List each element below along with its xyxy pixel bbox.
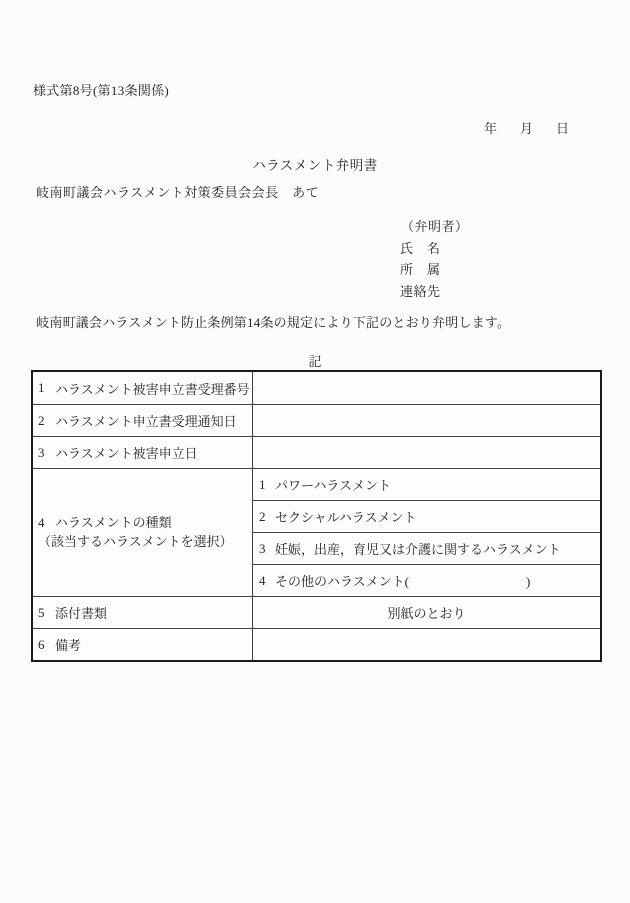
date-month-label: 月 <box>520 121 534 136</box>
declarant-affiliation-label: 所 属 <box>400 262 441 278</box>
document-title: ハラスメント弁明書 <box>252 158 378 173</box>
record-heading: 記 <box>308 354 322 369</box>
harassment-option-1 <box>252 468 600 500</box>
date-day-label: 日 <box>556 121 570 136</box>
row-6-label-cell <box>33 628 252 660</box>
declarant-name-label: 氏 名 <box>400 240 441 256</box>
row-2-value-cell <box>252 404 600 436</box>
body-text: 岐南町議会ハラスメント防止条例第14条の規定により下記のとおり弁明します。 <box>23 315 511 330</box>
row-label: ハラスメント申立書受理通知日 <box>55 414 237 429</box>
row-label: ハラスメント被害申立書受理番号 <box>55 381 250 397</box>
row-2-label-cell <box>33 404 252 436</box>
date-year-label: 年 <box>484 121 498 136</box>
option-label: パワーハラスメント <box>275 478 391 493</box>
form-table <box>31 370 602 662</box>
declarant-heading: （弁明者） <box>401 219 469 234</box>
harassment-option-2 <box>252 500 600 532</box>
row-label: ハラスメント被害申立日 <box>55 446 198 461</box>
option-label: セクシャルハラスメント <box>275 510 417 525</box>
row-number: 6 <box>38 636 45 652</box>
date-line <box>484 118 569 137</box>
option-number: 2 <box>259 508 266 524</box>
harassment-option-3 <box>252 532 600 564</box>
row-number: 3 <box>38 444 45 460</box>
option-number: 4 <box>259 572 266 588</box>
option-number: 1 <box>259 476 266 492</box>
row-3-value-cell <box>252 436 600 468</box>
declarant-contact-label: 連絡先 <box>400 284 441 300</box>
option-label: 妊娠，出産，育児又は介護に関するハラスメント <box>275 542 561 557</box>
row-5-label-cell <box>33 596 252 628</box>
harassment-type-note: （該当するハラスメントを選択） <box>38 533 233 549</box>
row-number: 1 <box>38 380 45 395</box>
row-label: 添付書類 <box>55 606 108 621</box>
option-label: その他のハラスメント( ) <box>275 574 531 589</box>
row-label: 備考 <box>55 638 82 653</box>
row-number: 2 <box>38 412 45 428</box>
addressee-line: 岐南町議会ハラスメント対策委員会会長 あて <box>36 185 320 200</box>
row-5-value-cell: 別紙のとおり <box>252 596 600 628</box>
row-3-label-cell <box>33 436 252 468</box>
row-4-label-cell <box>33 468 252 596</box>
form-number: 様式第8号(第13条関係) <box>33 83 170 98</box>
row-6-value-cell <box>252 628 600 660</box>
harassment-option-4 <box>252 564 600 596</box>
declarant-block <box>400 216 469 303</box>
row-1-label-cell <box>33 372 252 404</box>
row-number: 5 <box>38 604 45 620</box>
row-number: 4 <box>38 515 45 530</box>
harassment-type-title <box>38 514 172 533</box>
option-number: 3 <box>259 540 266 556</box>
row-label: ハラスメントの種類 <box>55 515 172 530</box>
row-1-value-cell <box>252 372 600 404</box>
